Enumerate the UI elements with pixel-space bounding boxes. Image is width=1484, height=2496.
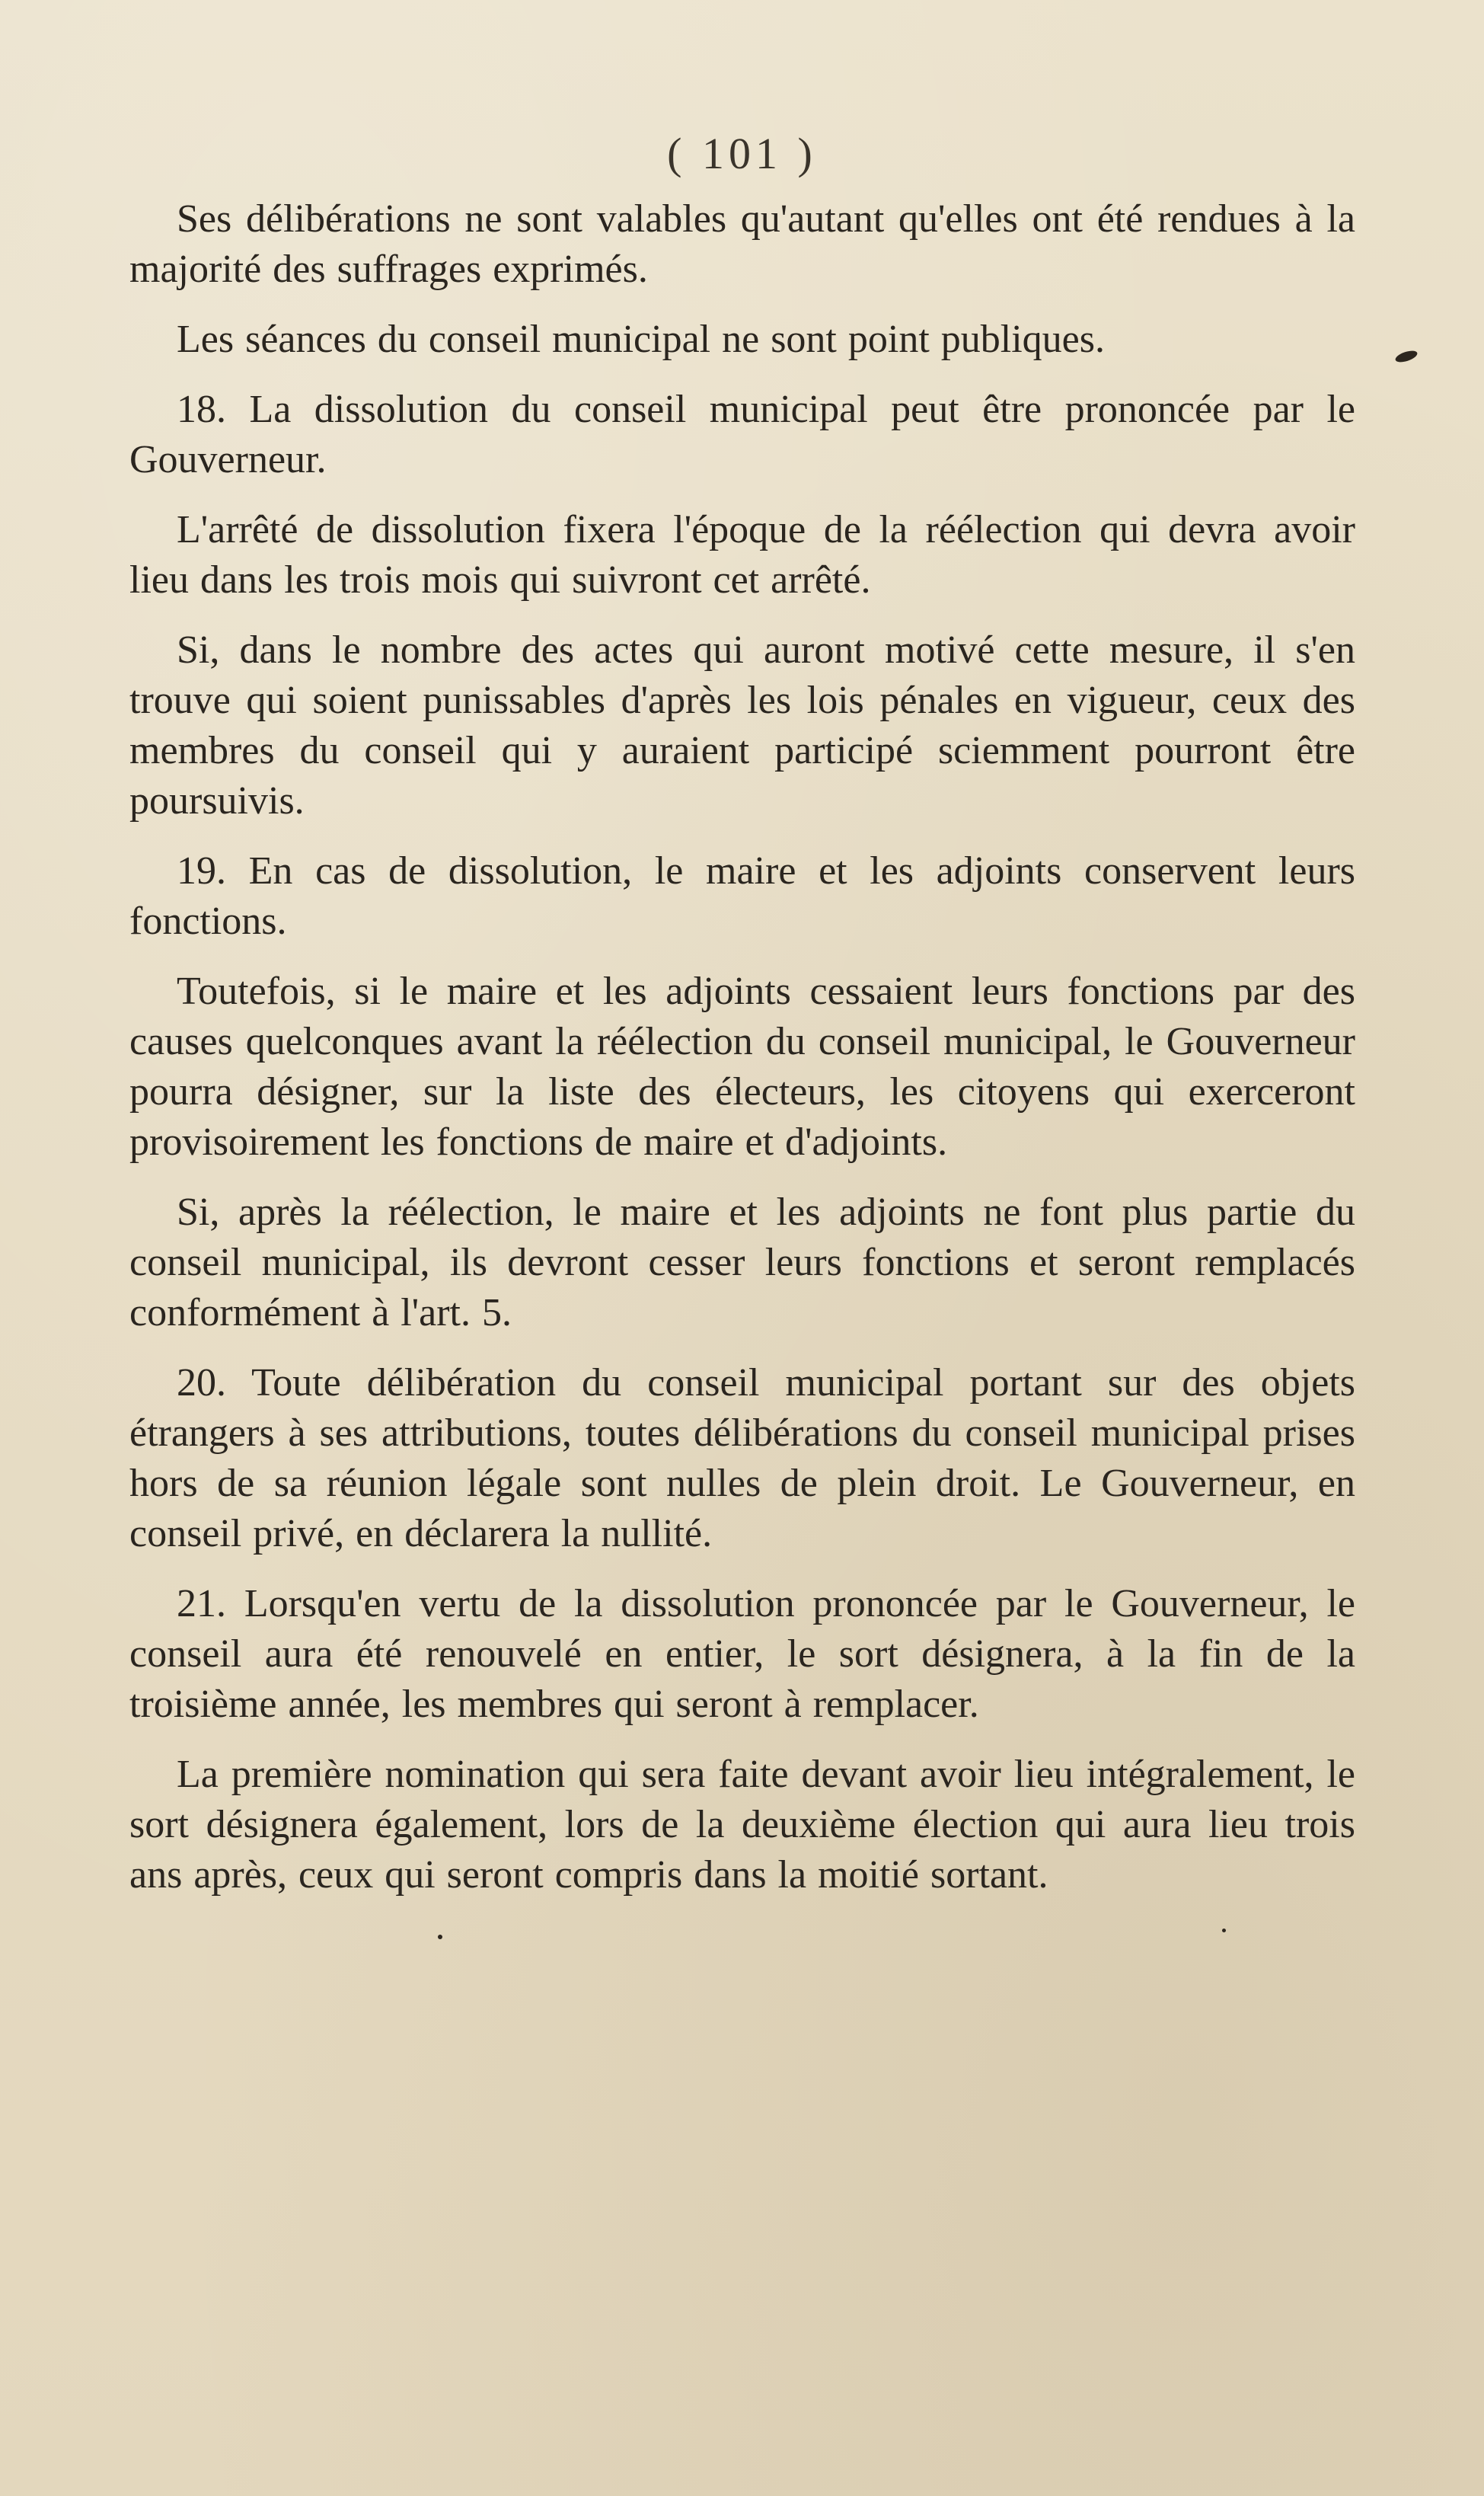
article-18: 18. La dissolution du conseil municipal peut être prononcée par le Gouverneur. <box>129 388 1355 481</box>
article-20: 20. Toute délibération du conseil municipal portant sur des objets étrangers à ses attributions, toutes délibérations du conseil municipal prises hors de sa réunion légale sont nulles de plein droit. Le Gouverneur, en conseil privé, en déclarera la nullité. <box>129 1361 1355 1555</box>
paragraph-5: Si, dans le nombre des actes qui auront motivé cette mesure, il s'en trouve qui soient punissables d'après les lois pénales en vigueur, ceux des membres du conseil qui y auraient participé sciemment pourront être poursuivis. <box>129 628 1355 823</box>
body-text <box>129 194 1355 1900</box>
paragraph-4: L'arrêté de dissolution fixera l'époque de la réélection qui devra avoir lieu dans les trois mois qui suivront cet arrêté. <box>129 508 1355 602</box>
paragraph-8: Si, après la réélection, le maire et les adjoints ne font plus partie du conseil municipal, ils devront cesser leurs fonctions et seront remplacés conformément à l'art. 5. <box>129 1190 1355 1334</box>
paragraph-2: Les séances du conseil municipal ne sont point publiques. <box>177 318 1105 361</box>
paragraph-11: La première nomination qui sera faite devant avoir lieu intégralement, le sort désignera également, lors de la deuxième élection qui aura lieu trois ans après, ceux qui seront compris dans la moitié sortant. <box>129 1753 1355 1897</box>
ink-speck <box>1394 349 1419 365</box>
page-number: ( 101 ) <box>667 129 817 178</box>
ink-speck <box>438 1935 442 1939</box>
article-19: 19. En cas de dissolution, le maire et les adjoints conservent leurs fonctions. <box>129 849 1355 943</box>
article-21: 21. Lorsqu'en vertu de la dissolution prononcée par le Gouverneur, le conseil aura été renouvelé en entier, le sort désignera, à la fin de la troisième année, les membres qui seront à remplacer. <box>129 1582 1355 1726</box>
ink-speck <box>1222 1929 1226 1932</box>
paragraph-1: Ses délibérations ne sont valables qu'autant qu'elles ont été rendues à la majorité des suffrages exprimés. <box>129 197 1355 291</box>
paragraph-7: Toutefois, si le maire et les adjoints cessaient leurs fonctions par des causes quelconques avant la réélection du conseil municipal, le Gouverneur pourra désigner, sur la liste des électeurs, les citoyens qui exerceront provisoirement les fonctions de maire et d'adjoints. <box>129 970 1355 1164</box>
